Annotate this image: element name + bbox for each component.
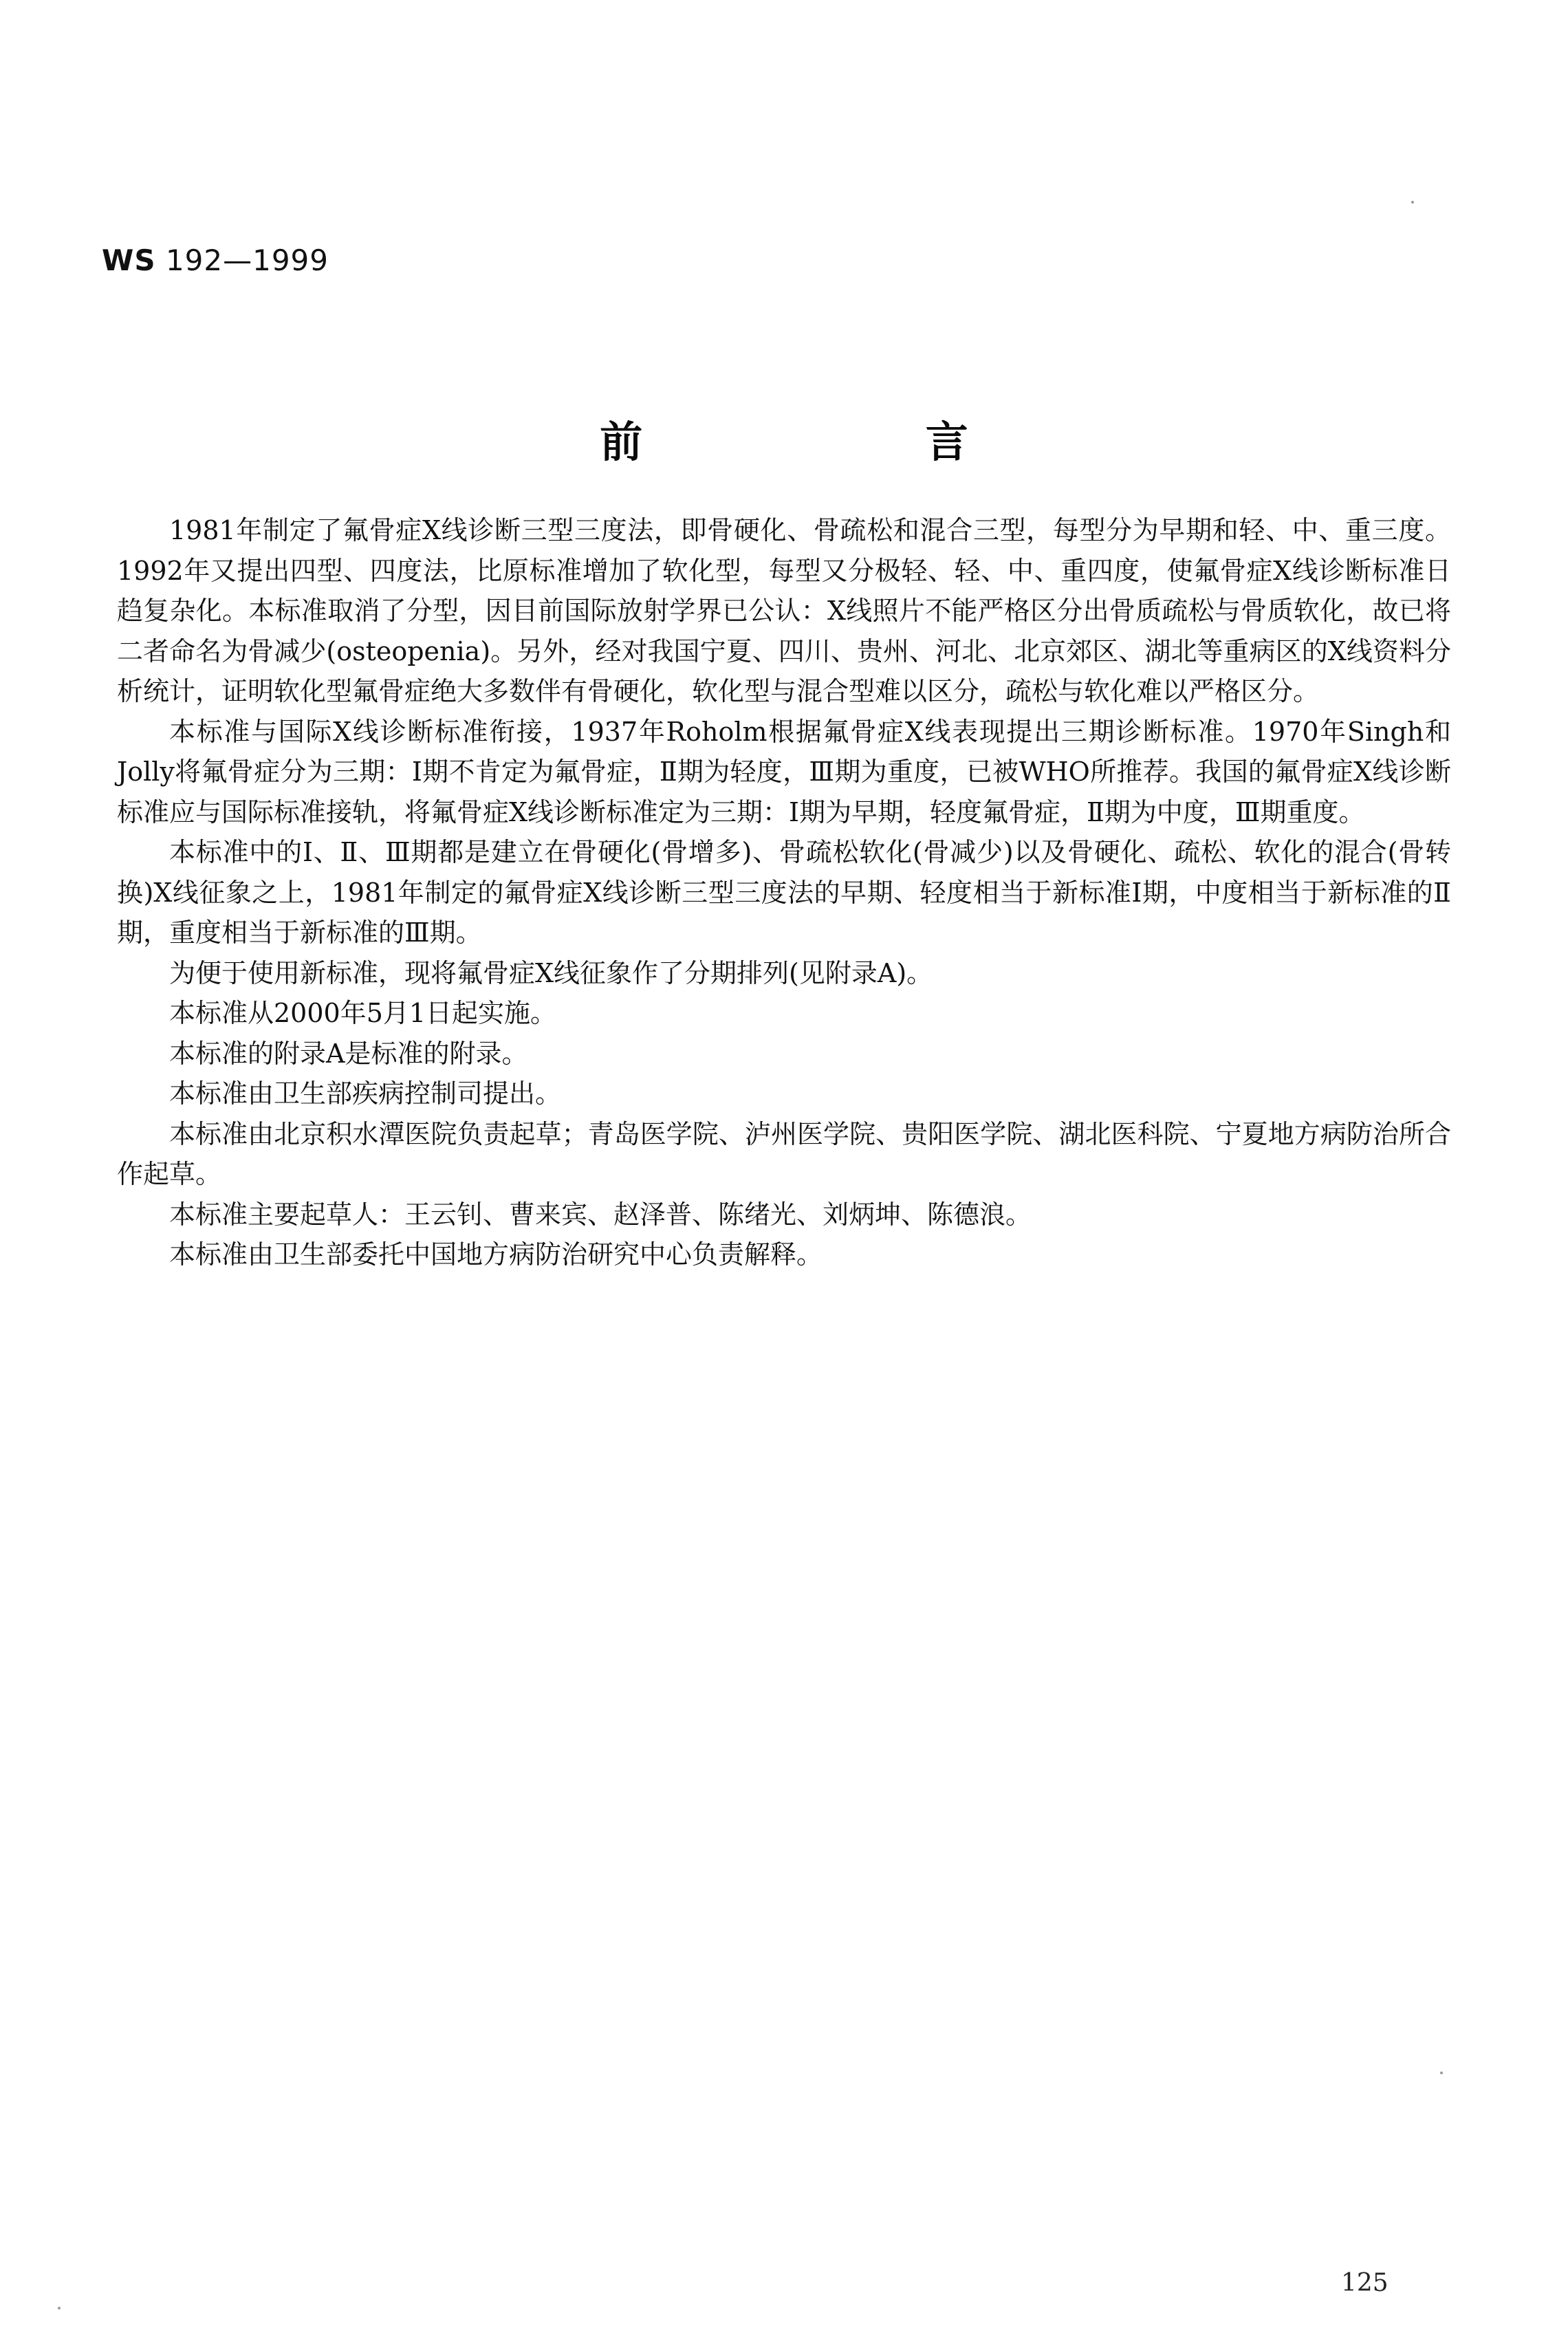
paragraph: 本标准与国际X线诊断标准衔接，1937年Roholm根据氟骨症X线表现提出三期诊断标准。1970年Singh和Jolly将氟骨症分为三期：Ⅰ期不肯定为氟骨症，Ⅱ期为轻度，Ⅲ期为重度，已被WHO所推荐。我国的氟骨症X线诊断标准应与国际标准接轨，将氟骨症X线诊断标准定为三期：Ⅰ期为早期，轻度氟骨症，Ⅱ期为中度，Ⅲ期重度。: [117, 716, 1451, 827]
page-number: 125: [1341, 2269, 1389, 2297]
scan-speck: [1411, 201, 1414, 204]
paragraph: 本标准中的Ⅰ、Ⅱ、Ⅲ期都是建立在骨硬化(骨增多)、骨疏松软化(骨减少)以及骨硬化、疏松、软化的混合(骨转换)X线征象之上，1981年制定的氟骨症X线诊断三型三度法的早期、轻度相当于新标准Ⅰ期，中度相当于新标准的Ⅱ期，重度相当于新标准的Ⅲ期。: [117, 837, 1451, 948]
paragraph: 本标准主要起草人：王云钊、曹来宾、赵泽普、陈绪光、刘炳坤、陈德浪。: [169, 1199, 1032, 1230]
foreword-body: [117, 510, 1451, 1275]
paragraph: 本标准从2000年5月1日起实施。: [169, 998, 557, 1028]
paragraph: 本标准由卫生部疾病控制司提出。: [169, 1078, 562, 1109]
standard-code: [102, 243, 329, 277]
scan-speck: [58, 2307, 61, 2309]
scan-speck: [1440, 2072, 1443, 2074]
paragraph: 1981年制定了氟骨症X线诊断三型三度法，即骨硬化、骨疏松和混合三型，每型分为早期和轻、中、重三度。1992年又提出四型、四度法，比原标准增加了软化型，每型又分极轻、轻、中、重四度，使氟骨症X线诊断标准日趋复杂化。本标准取消了分型，因目前国际放射学界已公认：X线照片不能严格区分出骨质疏松与骨质软化，故已将二者命名为骨减少(osteopenia)。另外，经对我国宁夏、四川、贵州、河北、北京郊区、湖北等重病区的X线资料分析统计，证明软化型氟骨症绝大多数伴有骨硬化，软化型与混合型难以区分，疏松与软化难以严格区分。: [117, 515, 1451, 706]
paragraph: 本标准由卫生部委托中国地方病防治研究中心负责解释。: [169, 1239, 823, 1270]
standard-prefix: WS: [102, 243, 156, 277]
page-title: 前 言: [600, 417, 1102, 467]
standard-number: 192—1999: [165, 243, 329, 277]
paragraph: 为便于使用新标准，现将氟骨症X线征象作了分期排列(见附录A)。: [169, 957, 933, 988]
paragraph: 本标准由北京积水潭医院负责起草；青岛医学院、泸州医学院、贵阳医学院、湖北医科院、宁夏地方病防治所合作起草。: [117, 1118, 1451, 1189]
paragraph: 本标准的附录A是标准的附录。: [169, 1038, 528, 1069]
